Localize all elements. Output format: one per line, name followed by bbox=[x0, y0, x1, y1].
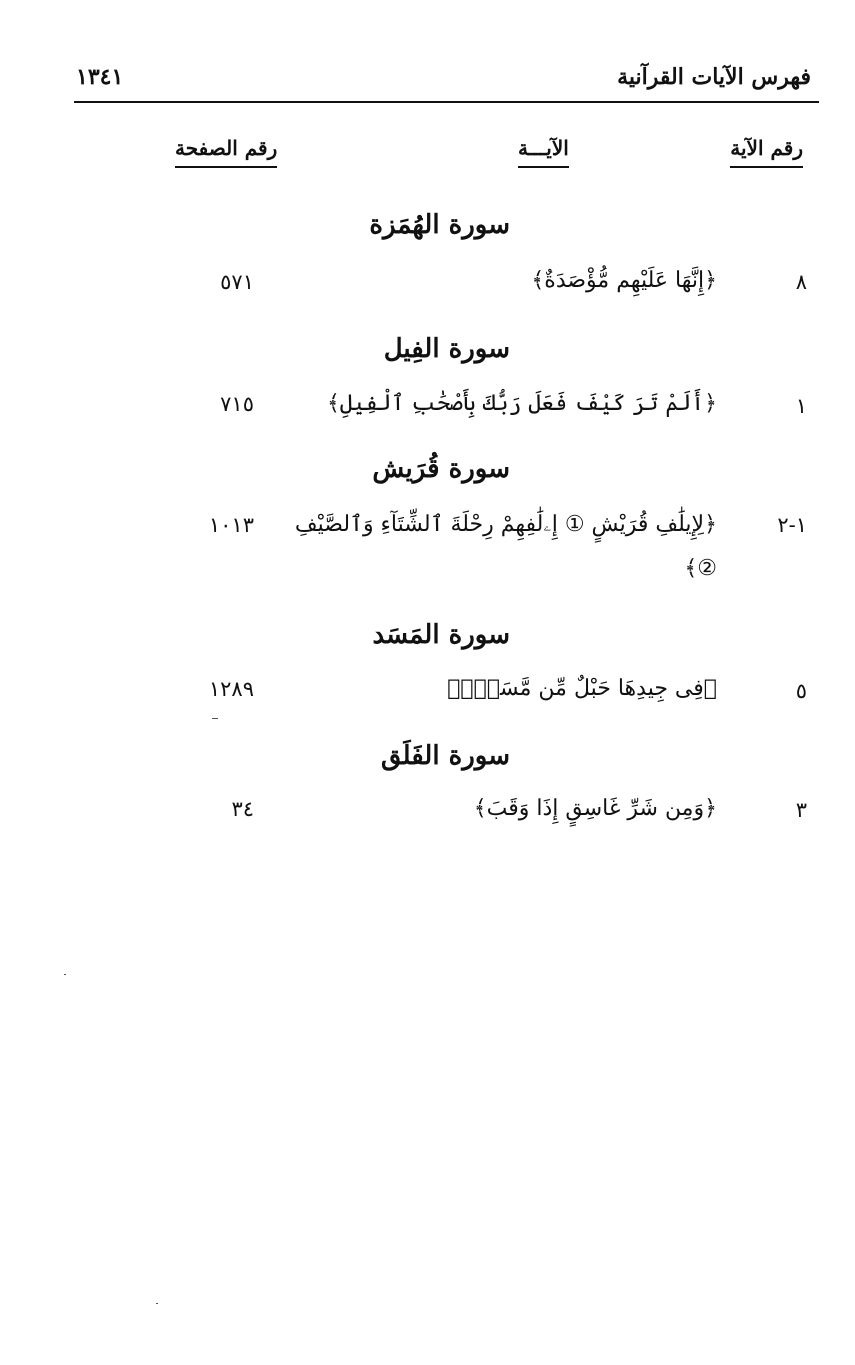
verse-text: ﴿إِنَّهَا عَلَيْهِم مُّؤْصَدَةٌ﴾ bbox=[531, 268, 717, 293]
column-header-page-number: رقم الصفحة bbox=[175, 136, 277, 168]
verse-number: ٨ bbox=[795, 270, 807, 294]
scan-speck bbox=[64, 974, 66, 975]
verse-text: ﴿لِإِيلَٰفِ قُرَيْشٍ ① إِۦلَٰفِهِمْ رِحْلَةَ ٱلشِّتَآءِ وَٱلصَّيْفِ ②﴾ bbox=[294, 512, 717, 581]
verse-text: ﴿وَمِن شَرِّ غَاسِقٍ إِذَا وَقَبَ﴾ bbox=[473, 796, 717, 821]
column-header-verse-number: رقم الآية bbox=[730, 136, 803, 168]
verse-number: ١ bbox=[795, 394, 807, 418]
running-title: فهرس الآيات القرآنية bbox=[617, 64, 811, 90]
scan-speck bbox=[212, 718, 218, 719]
surah-title: سورة الفِيل bbox=[383, 334, 510, 364]
page-reference: ٥٧١ bbox=[220, 270, 254, 294]
page-reference: ٣٤ bbox=[231, 797, 254, 821]
verse-text: ﴿أَلَمْ تَرَ كَيْفَ فَعَلَ رَبُّكَ بِأَصْحَٰبِ ٱلْفِيلِ﴾ bbox=[326, 391, 717, 416]
verse-number: ٣ bbox=[795, 798, 807, 822]
column-header-verse: الآيـــة bbox=[518, 136, 569, 168]
surah-title: سورة الهُمَزة bbox=[369, 210, 510, 240]
verse-number: ١-٢ bbox=[777, 513, 807, 537]
header-rule bbox=[74, 101, 819, 103]
scan-speck bbox=[156, 1303, 158, 1304]
verse-number: ٥ bbox=[795, 679, 807, 703]
surah-title: سورة الفَلَق bbox=[380, 741, 510, 771]
page-number: ١٣٤١ bbox=[76, 64, 124, 90]
verse-text: ﴿فِى جِيدِهَا حَبْلٌ مِّن مَّسَدٍۭ﴾ bbox=[447, 676, 717, 701]
page-reference: ١٠١٣ bbox=[208, 513, 254, 537]
surah-title: سورة قُرَيش bbox=[372, 454, 510, 484]
page-reference: ٧١٥ bbox=[220, 392, 254, 416]
page-reference: ١٢٨٩ bbox=[208, 677, 254, 701]
surah-title: سورة المَسَد bbox=[372, 620, 510, 650]
